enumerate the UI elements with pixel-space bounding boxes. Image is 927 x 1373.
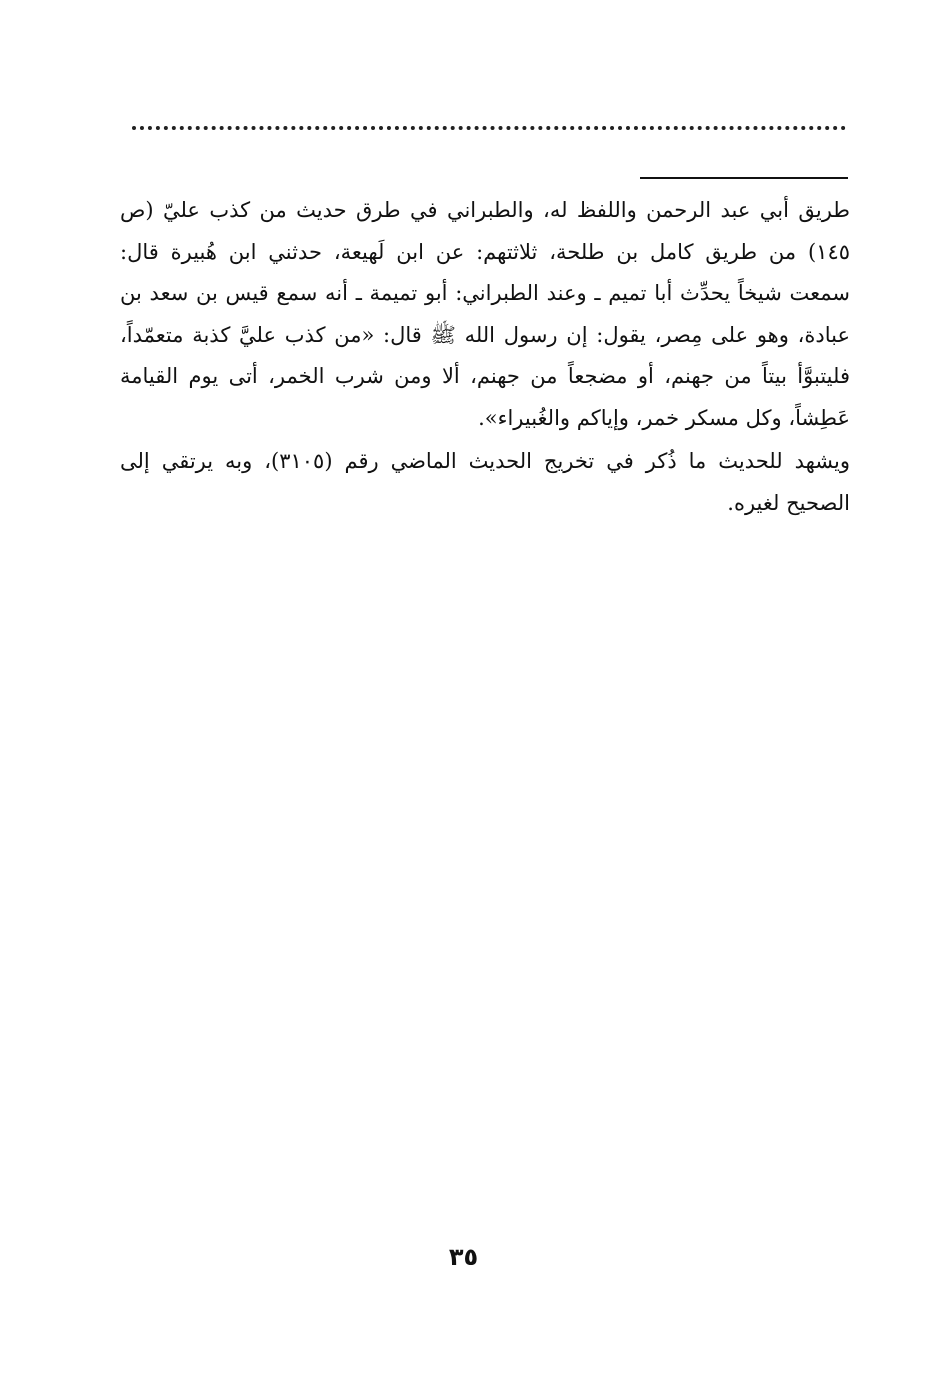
footnote-paragraph-2: ويشهد للحديث ما ذُكر في تخريج الحديث الماضي رقم (٣١٠٥)، وبه يرتقي إلى الصحيح لغيره. [120, 449, 850, 515]
footnote-text [120, 190, 850, 524]
page-number: ٣٥ [448, 1243, 479, 1271]
footnote-separator [640, 177, 848, 179]
header-dotted-rule [132, 126, 846, 130]
footnote-paragraph-1: طريق أبي عبد الرحمن واللفظ له، والطبراني في طرق حديث من كذب عليّ (ص ١٤٥) من طريق كامل بن طلحة، ثلاثتهم: عن ابن لَهيعة، حدثني ابن هُبيرة قال: سمعت شيخاً يحدِّث أبا تميم ـ وعند الطبراني: أبو تميمة ـ أنه سمع قيس بن سعد بن عبادة، وهو على مِصر، يقول: إن رسول الله ﷺ قال: «من كذب عليَّ كذبة متعمّداً، فليتبوَّأ بيتاً من جهنم، أو مضجعاً من جهنم، ألا ومن شرب الخمر، أتى يوم القيامة عَطِشاً، وكل مسكر خمر، وإياكم والغُبيراء». [120, 198, 851, 430]
